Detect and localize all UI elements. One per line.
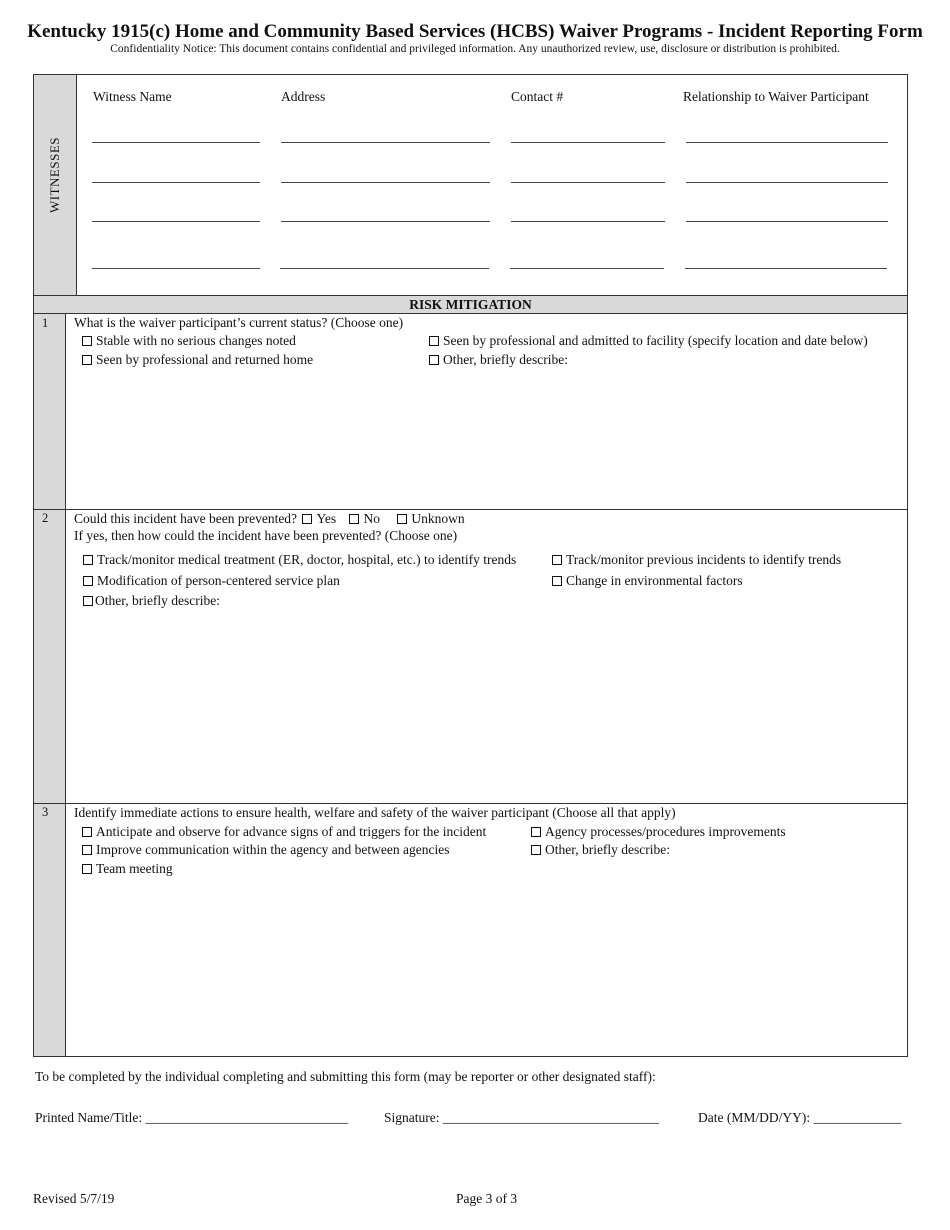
question-3-number: 3 — [42, 805, 49, 819]
witnesses-section — [33, 74, 908, 296]
q1-option-returned-home[interactable]: Seen by professional and returned home — [82, 352, 313, 368]
question-1-number: 1 — [42, 316, 49, 330]
checkbox-icon[interactable] — [82, 336, 92, 346]
signature-field[interactable]: Signature: ________________________________ — [384, 1110, 659, 1125]
witness-2-name-line[interactable] — [92, 182, 260, 183]
witness-4-contact-line[interactable] — [510, 268, 664, 269]
checkbox-icon[interactable] — [429, 355, 439, 365]
witnesses-label: WITNESSES — [47, 137, 62, 213]
checkbox-icon[interactable] — [531, 845, 541, 855]
witness-4-name-line[interactable] — [92, 268, 260, 269]
witness-3-relationship-line[interactable] — [686, 221, 888, 222]
q2-option-modify-plan[interactable]: Modification of person-centered service plan — [83, 573, 340, 589]
checkbox-icon[interactable] — [531, 827, 541, 837]
checkbox-icon[interactable] — [82, 827, 92, 837]
form-title: Kentucky 1915(c) Home and Community Based Services (HCBS) Waiver Programs - Incident Reporting Form — [27, 21, 923, 42]
question-2-number: 2 — [42, 511, 49, 525]
checkbox-icon[interactable] — [82, 845, 92, 855]
witnesses-label-column — [34, 75, 77, 295]
q2-answer-unknown[interactable]: Unknown — [397, 511, 464, 526]
page-number: Page 3 of 3 — [456, 1191, 518, 1206]
row-divider-1 — [34, 509, 907, 510]
q1-option-admitted[interactable]: Seen by professional and admitted to facility (specify location and date below) — [429, 333, 868, 349]
risk-mitigation-heading: RISK MITIGATION — [33, 295, 908, 314]
printed-name-field[interactable]: Printed Name/Title: ______________________________ — [35, 1110, 348, 1125]
witness-1-contact-line[interactable] — [511, 142, 665, 143]
checkbox-icon[interactable] — [429, 336, 439, 346]
q3-option-team-meeting[interactable]: Team meeting — [82, 861, 173, 877]
checkbox-icon[interactable] — [82, 864, 92, 874]
risk-mitigation-table — [33, 313, 908, 1057]
checkbox-icon[interactable] — [83, 576, 93, 586]
q2-answer-no[interactable]: No — [349, 511, 380, 526]
witness-1-address-line[interactable] — [281, 142, 490, 143]
q3-option-anticipate[interactable]: Anticipate and observe for advance signs of and triggers for the incident — [82, 824, 486, 840]
checkbox-icon[interactable] — [397, 514, 407, 524]
question-3-text: Identify immediate actions to ensure health, welfare and safety of the waiver participant (Choose all that apply) — [74, 805, 676, 820]
question-2-followup: If yes, then how could the incident have been prevented? (Choose one) — [74, 528, 458, 543]
q2-option-track-medical[interactable]: Track/monitor medical treatment (ER, doctor, hospital, etc.) to identify trends — [83, 552, 516, 568]
witness-4-relationship-line[interactable] — [685, 268, 887, 269]
column-header-witness-name: Witness Name — [93, 89, 172, 104]
witness-3-contact-line[interactable] — [511, 221, 665, 222]
q2-option-other[interactable]: Other, briefly describe: — [83, 593, 220, 609]
question-number-column — [34, 314, 66, 1056]
checkbox-icon[interactable] — [82, 355, 92, 365]
checkbox-icon[interactable] — [83, 596, 93, 606]
checkbox-icon[interactable] — [302, 514, 312, 524]
question-2-text: Could this incident have been prevented? Yes No Unknown — [74, 511, 465, 526]
question-1-text: What is the waiver participant’s current status? (Choose one) — [74, 315, 404, 330]
witness-2-contact-line[interactable] — [511, 182, 665, 183]
column-header-contact: Contact # — [511, 89, 564, 104]
column-header-address: Address — [281, 89, 326, 104]
checkbox-icon[interactable] — [552, 576, 562, 586]
revised-date: Revised 5/7/19 — [33, 1191, 115, 1206]
q3-option-agency-processes[interactable]: Agency processes/procedures improvements — [531, 824, 786, 840]
witness-4-address-line[interactable] — [280, 268, 489, 269]
witness-1-relationship-line[interactable] — [686, 142, 888, 143]
q2-option-track-incidents[interactable]: Track/monitor previous incidents to identify trends — [552, 552, 841, 568]
column-header-relationship: Relationship to Waiver Participant — [683, 89, 869, 104]
witness-1-name-line[interactable] — [92, 142, 260, 143]
row-divider-2 — [34, 803, 907, 804]
witness-2-relationship-line[interactable] — [686, 182, 888, 183]
checkbox-icon[interactable] — [552, 555, 562, 565]
witness-3-name-line[interactable] — [92, 221, 260, 222]
q2-option-environmental[interactable]: Change in environmental factors — [552, 573, 743, 589]
q3-option-communication[interactable]: Improve communication within the agency and between agencies — [82, 842, 450, 858]
q3-option-other[interactable]: Other, briefly describe: — [531, 842, 670, 858]
q1-option-stable[interactable]: Stable with no serious changes noted — [82, 333, 296, 349]
q1-option-other[interactable]: Other, briefly describe: — [429, 352, 568, 368]
witness-2-address-line[interactable] — [281, 182, 490, 183]
checkbox-icon[interactable] — [83, 555, 93, 565]
signature-instruction: To be completed by the individual completing and submitting this form (may be reporter or other designated staff): — [35, 1069, 656, 1084]
q2-answer-yes[interactable]: Yes — [300, 511, 336, 526]
date-field[interactable]: Date (MM/DD/YY): _____________ — [698, 1110, 902, 1125]
checkbox-icon[interactable] — [349, 514, 359, 524]
confidentiality-notice: Confidentiality Notice: This document contains confidential and privileged information. Any unauthorized review, use, disclosure or distribution is prohibited. — [110, 43, 840, 55]
witness-3-address-line[interactable] — [281, 221, 490, 222]
